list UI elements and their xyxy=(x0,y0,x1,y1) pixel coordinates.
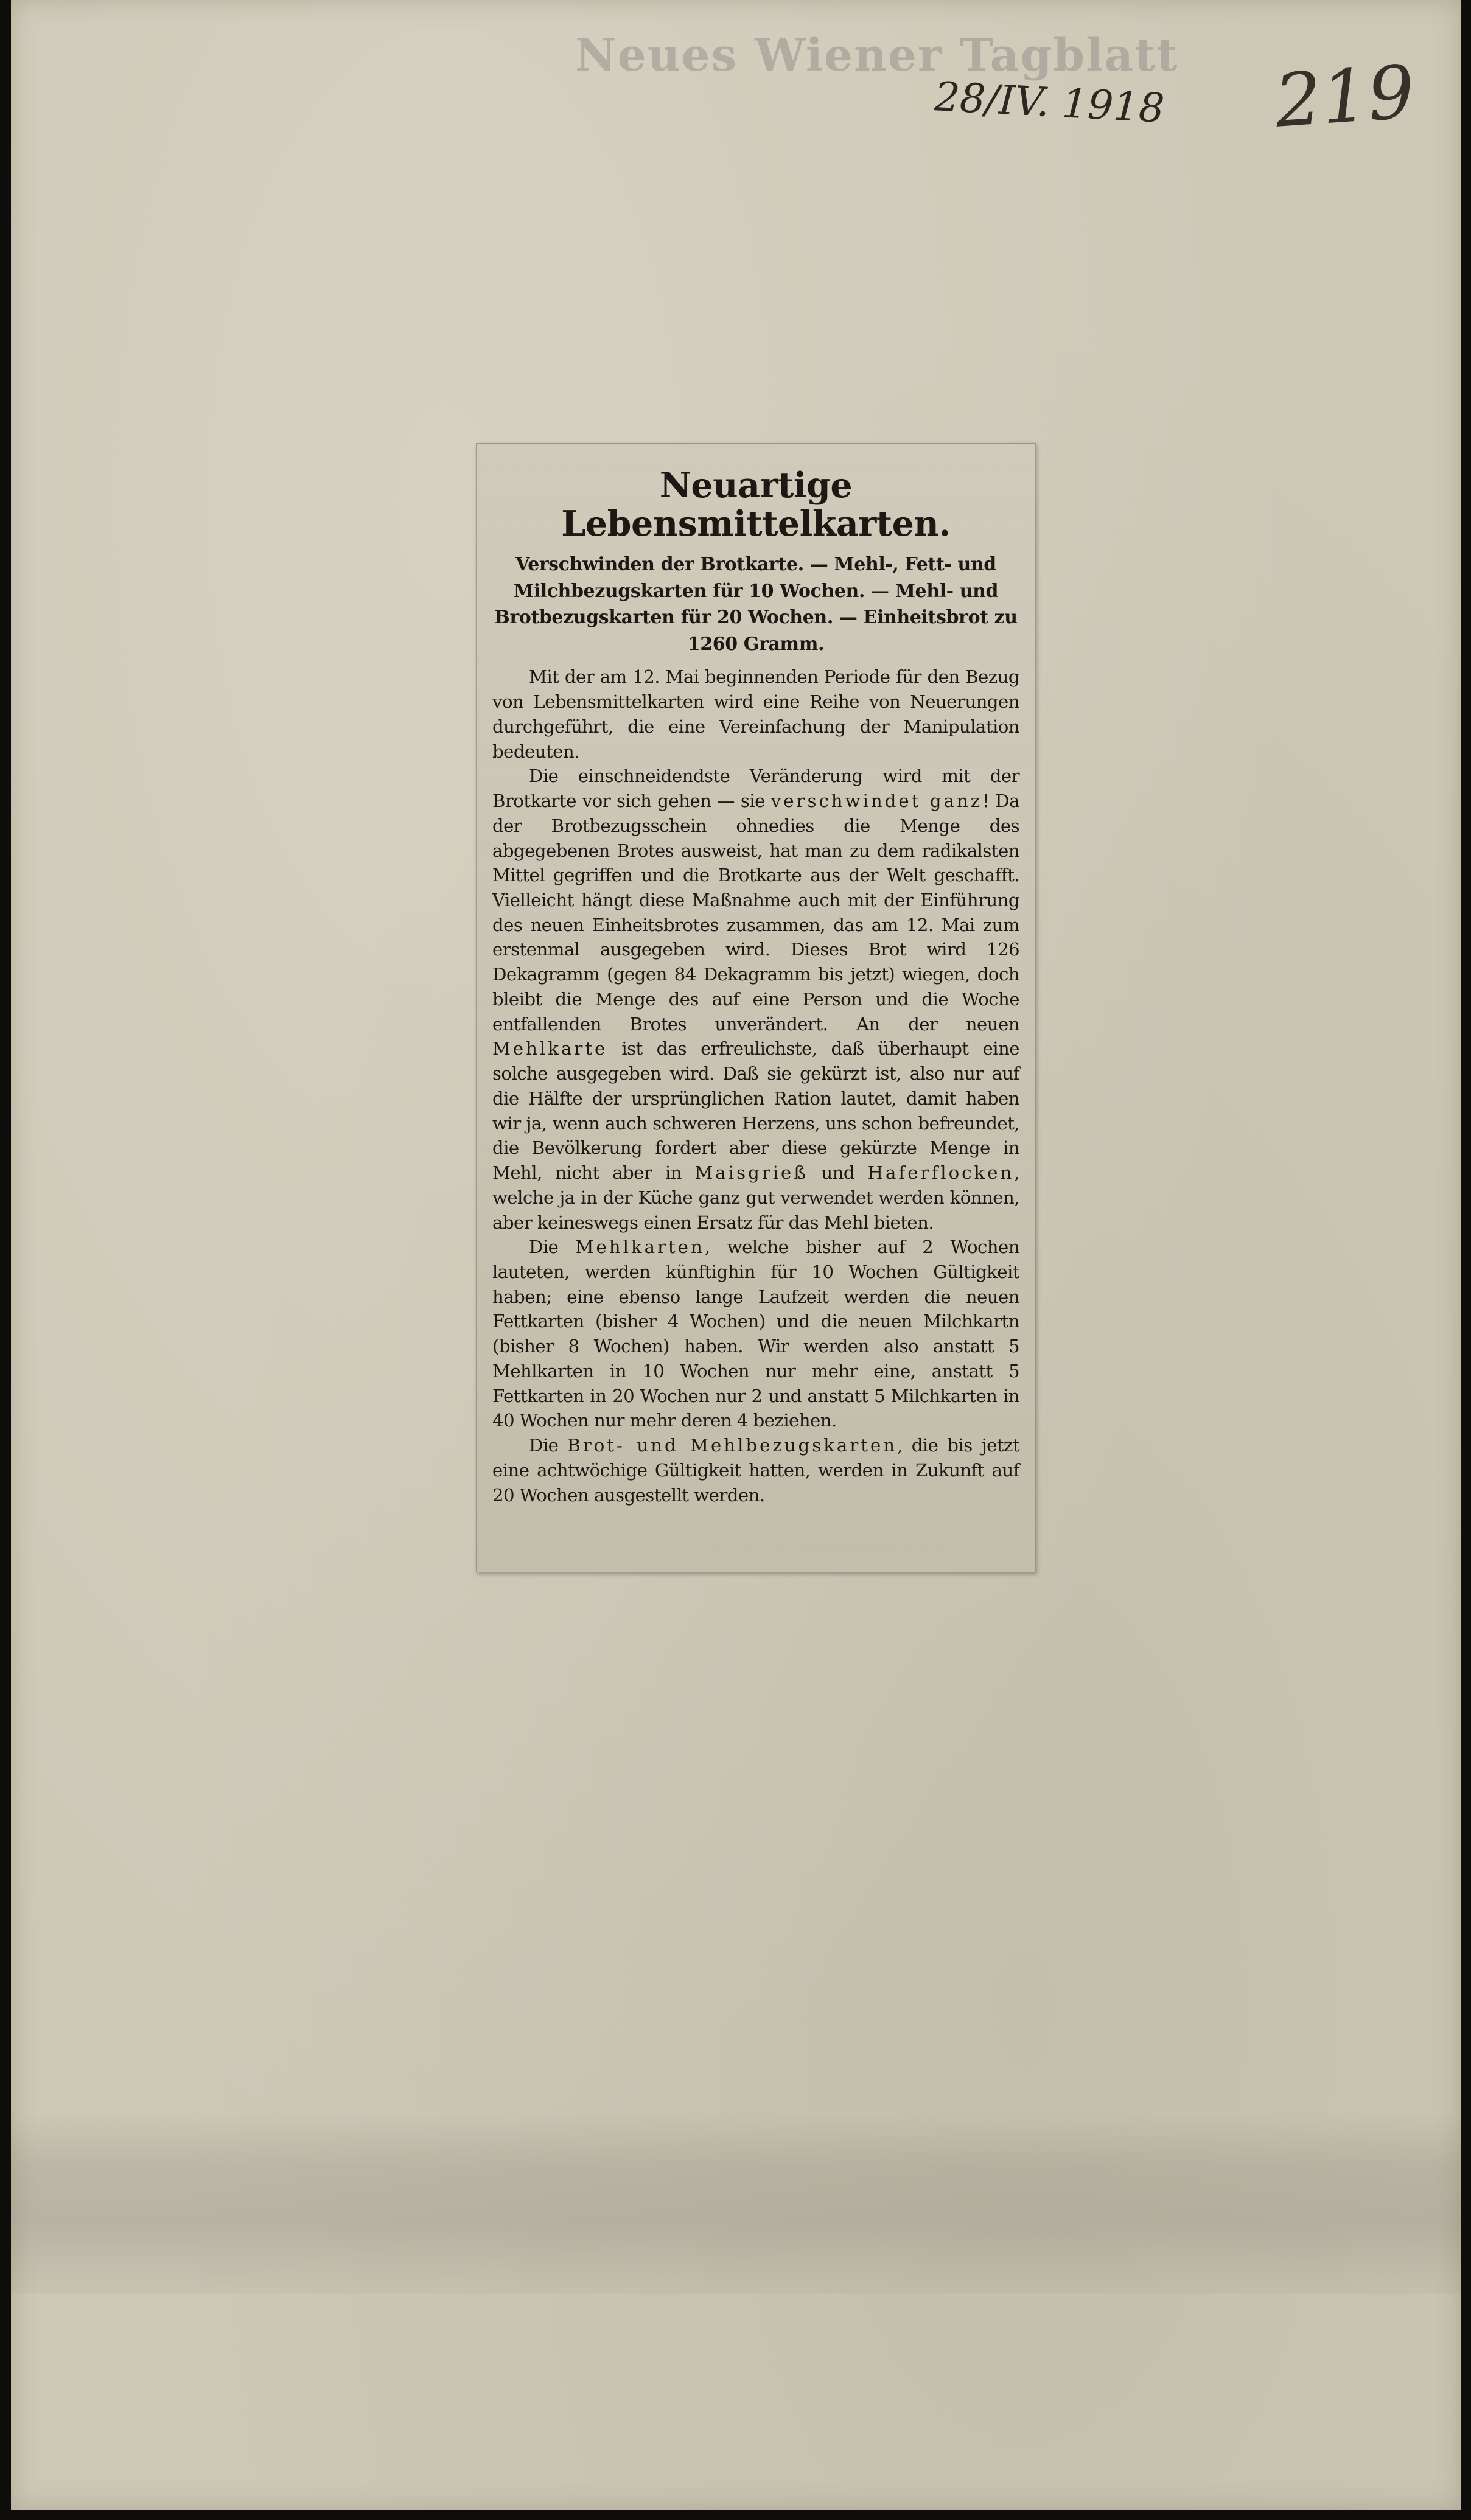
paragraph-text: Die xyxy=(529,1237,576,1258)
paragraph-text: , welche ja in der Küche ganz gut verwendet werden können, aber keineswegs einen Ersatz für das Mehl bieten. xyxy=(492,1162,1019,1233)
emphasized-text: Mehlkarten xyxy=(575,1237,705,1258)
newspaper-stamp: Neues Wiener Tagblatt xyxy=(575,29,1179,82)
article-headline: Neuartige Lebensmittelkarten. xyxy=(561,465,951,544)
paragraph-text: ist das erfreulichste, daß überhaupt eine solche ausgegeben wird. Daß sie gekürzt ist, also nur auf die Hälfte der ursprünglichen Ration lautet, damit haben wir ja, wenn auch schweren Herzens, uns schon befreundet, die Bevölkerung fordert aber diese gekürzte Menge in Mehl, nicht aber in xyxy=(492,1038,1019,1184)
article-paragraph-2 xyxy=(492,764,1019,1235)
article-paragraph-3 xyxy=(492,1235,1019,1433)
article-paragraph-1: Mit der am 12. Mai beginnenden Periode für den Bezug von Lebensmittelkarten wird eine Reihe von Neuerungen durchgeführt, die eine Vereinfachung der Manipulation bedeuten. xyxy=(492,666,1019,762)
emphasized-text: Haferflocken xyxy=(867,1162,1015,1184)
fold-shadow xyxy=(11,2112,1461,2294)
paragraph-text: , die bis jetzt eine achtwöchige Gültigkeit hatten, werden in Zukunft auf 20 Wochen ausgestellt werden. xyxy=(492,1435,1020,1506)
article-subheadline: Verschwinden der Brotkarte. — Mehl-, Fett- und Milchbezugskarten für 10 Wochen. — Mehl- und Brotbezugskarten für 20 Wochen. — Einheitsbrot zu 1260 Gramm. xyxy=(494,554,1018,655)
newspaper-clipping xyxy=(476,443,1036,1572)
emphasized-text: Maisgrieß xyxy=(694,1162,808,1184)
article-paragraph-4 xyxy=(492,1433,1019,1507)
paragraph-text: Die einschneidendste Veränderung wird mit der Brotkarte vor sich gehen — sie xyxy=(492,766,1019,812)
paragraph-text: , welche bisher auf 2 Wochen lauteten, werden künftighin für 10 Wochen Gültigkeit haben; eine ebenso lange Laufzeit werden die neuen Fettkarten (bisher 4 Wochen) und die neuen Milchkartn (bisher 8 Wochen) haben. Wir werden also anstatt 5 Mehlkarten in 10 Wochen nur mehr eine, anstatt 5 Fettkarten in 20 Wochen nur 2 und anstatt 5 Milchkarten in 40 Wochen nur mehr deren 4 beziehen. xyxy=(492,1237,1019,1431)
handwritten-folio-number: 219 xyxy=(1272,50,1417,144)
paragraph-text: ! Da der Brotbezugsschein ohnedies die Menge des abgegebenen Brotes ausweist, hat man zu dem radikalsten Mittel gegriffen und die Brotkarte aus der Welt geschafft. Vielleicht hängt diese Maßnahme auch mit der Einführung des neuen Einheitsbrotes zusammen, das am 12. Mai zum erstenmal ausgegeben wird. Dieses Brot wird 126 Dekagramm (gegen 84 Dekagramm bis jetzt) wiegen, doch bleibt die Menge des auf eine Person und die Woche entfallenden Brotes unverändert. An der neuen xyxy=(492,791,1019,1035)
emphasized-text: Mehlkarte xyxy=(492,1038,608,1059)
emphasized-text: verschwindet ganz xyxy=(770,791,983,812)
paragraph-text: Die xyxy=(529,1435,568,1456)
handwritten-date: 28/IV. 1918 xyxy=(933,73,1166,132)
paragraph-text: und xyxy=(808,1162,868,1184)
emphasized-text: Brot- und Mehlbezugskarten xyxy=(567,1435,898,1456)
